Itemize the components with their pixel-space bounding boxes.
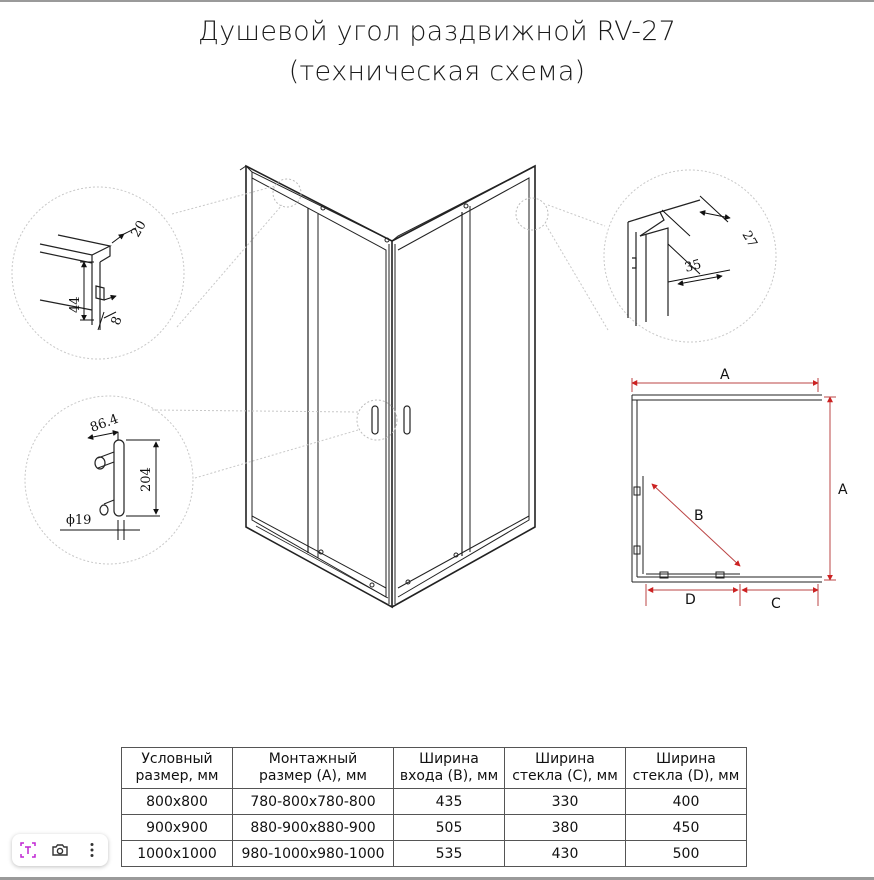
page-subtitle: (техническая схема)	[288, 56, 586, 87]
handle-length-label: 204	[139, 467, 154, 492]
table-cell: 435	[394, 789, 505, 815]
table-cell: 330	[505, 789, 626, 815]
zoom-connectors	[152, 186, 608, 478]
plan-label-a-side: A	[838, 482, 848, 498]
corner-width-label: 27	[738, 228, 760, 251]
plan-label-c: C	[771, 596, 781, 612]
table-header-cell: Ширина входа (В), мм	[394, 748, 505, 789]
plan-view-drawing	[632, 367, 848, 612]
table-header-row	[122, 748, 747, 789]
table-cell: 400	[626, 789, 747, 815]
table-header-cell: Ширина стекла (D), мм	[626, 748, 747, 789]
table-cell: 430	[505, 841, 626, 867]
table-cell: 800x800	[122, 789, 233, 815]
profile-gap-label: 8	[108, 314, 126, 328]
plan-label-d: D	[685, 592, 696, 608]
table-cell: 505	[394, 815, 505, 841]
profile-height-label: 44	[68, 296, 83, 313]
profile-detail	[12, 187, 184, 359]
corner-depth-label: 35	[683, 257, 704, 276]
page-title: Душевой угол раздвижной RV-27	[198, 16, 676, 47]
plan-label-b: B	[694, 508, 704, 524]
table-cell: 1000x1000	[122, 841, 233, 867]
handle-detail	[25, 396, 193, 564]
text-extract-icon[interactable]	[16, 838, 40, 862]
profile-width-label: 20	[128, 218, 150, 240]
table-cell: 780-800x780-800	[233, 789, 394, 815]
table-cell: 535	[394, 841, 505, 867]
table-cell: 500	[626, 841, 747, 867]
image-toolbar	[12, 834, 108, 866]
specs-table	[121, 747, 747, 867]
corner-detail	[604, 170, 776, 342]
table-row	[122, 789, 747, 815]
camera-search-icon[interactable]	[48, 838, 72, 862]
table-cell: 900x900	[122, 815, 233, 841]
handle-offset-label: 86.4	[88, 411, 121, 436]
plan-label-a-top: A	[720, 367, 730, 383]
table-row	[122, 815, 747, 841]
table-cell: 880-900x880-900	[233, 815, 394, 841]
handle-diameter-label: ϕ19	[66, 513, 92, 528]
table-row	[122, 841, 747, 867]
shower-enclosure-drawing	[240, 166, 548, 607]
table-header-cell: Монтажный размер (А), мм	[233, 748, 394, 789]
table-header-cell: Ширина стекла (С), мм	[505, 748, 626, 789]
table-cell: 380	[505, 815, 626, 841]
table-cell: 980-1000x980-1000	[233, 841, 394, 867]
table-cell: 450	[626, 815, 747, 841]
table-header-cell: Условный размер, мм	[122, 748, 233, 789]
more-options-icon[interactable]	[80, 838, 104, 862]
